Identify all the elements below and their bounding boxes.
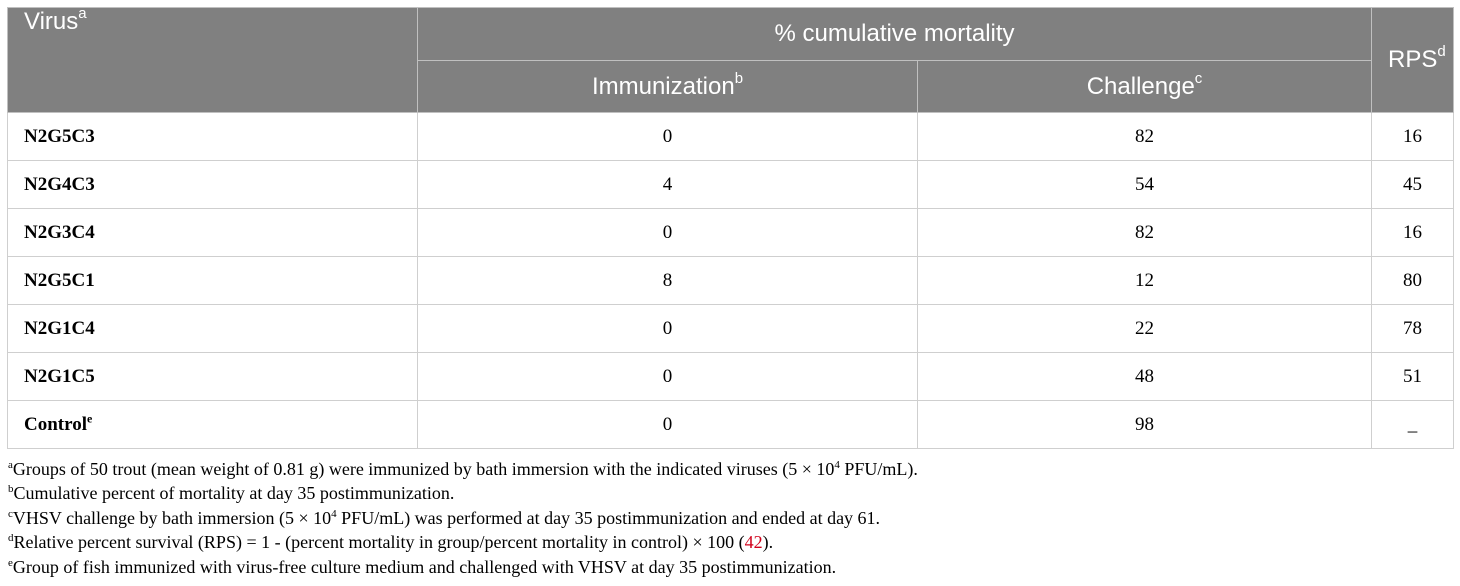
virus-name: N2G5C1 — [24, 269, 95, 291]
footnote-marker: e — [8, 556, 13, 569]
challenge-cell: 22 — [918, 305, 1372, 353]
table-row — [8, 257, 1454, 305]
immunization-cell: 0 — [418, 401, 918, 449]
footnote-marker: b — [8, 483, 14, 496]
footnote-marker: b — [734, 69, 744, 87]
footnote-marker: e — [86, 411, 93, 426]
virus-cell — [8, 257, 418, 305]
footnote-marker: c — [1194, 69, 1203, 87]
exponent: 4 — [331, 507, 337, 520]
virus-cell — [8, 305, 418, 353]
immunization-cell: 0 — [418, 305, 918, 353]
virus-cell — [8, 209, 418, 257]
table-row — [8, 353, 1454, 401]
footnote-marker: d — [8, 532, 14, 545]
table-row — [8, 209, 1454, 257]
footnote-d — [8, 530, 1448, 554]
header-challenge-label: Challenge — [1086, 72, 1195, 100]
reference-link[interactable]: 42 — [744, 532, 763, 553]
rps-cell: 45 — [1372, 161, 1454, 209]
footnote-text: ). — [762, 532, 774, 553]
header-rps — [1372, 8, 1454, 113]
immunization-cell: 4 — [418, 161, 918, 209]
footnote-text: VHSV challenge by bath immersion (5 × 10 — [12, 507, 332, 528]
table-row — [8, 161, 1454, 209]
challenge-cell: 54 — [918, 161, 1372, 209]
immunization-cell: 0 — [418, 113, 918, 161]
virus-name: N2G5C3 — [24, 125, 95, 147]
footnote-e — [8, 555, 1448, 579]
rps-cell: 80 — [1372, 257, 1454, 305]
rps-cell: 78 — [1372, 305, 1454, 353]
mortality-table — [7, 7, 1454, 449]
header-immunization — [418, 61, 918, 113]
table-row — [8, 401, 1454, 449]
virus-cell — [8, 401, 418, 449]
virus-cell — [8, 161, 418, 209]
rps-cell: 51 — [1372, 353, 1454, 401]
footnote-c — [8, 506, 1448, 530]
header-virus — [8, 5, 418, 113]
exponent: 4 — [834, 459, 840, 471]
table-row — [8, 113, 1454, 161]
footnote-text: Cumulative percent of mortality at day 35 postimmunization. — [13, 483, 455, 504]
challenge-cell: 12 — [918, 257, 1372, 305]
footnote-marker: a — [8, 459, 13, 471]
footnote-a — [8, 457, 1448, 481]
virus-name: Control — [24, 413, 87, 435]
header-virus-label: Virus — [24, 8, 79, 35]
footnote-text: PFU/mL) was performed at day 35 postimmunization and ended at day 61. — [336, 507, 881, 528]
header-challenge — [918, 61, 1372, 113]
footnote-text: Relative percent survival (RPS) = 1 - (percent mortality in group/percent mortality in control) × 100 ( — [13, 532, 745, 553]
footnote-text: Group of fish immunized with virus-free culture medium and challenged with VHSV at day 35 postimmunization. — [12, 556, 837, 577]
rps-cell: _ — [1372, 401, 1454, 449]
immunization-cell: 8 — [418, 257, 918, 305]
footnote-text: Groups of 50 trout (mean weight of 0.81 g) were immunized by bath immersion with the indicated viruses (5 × 10 — [12, 459, 835, 479]
virus-name: N2G1C4 — [24, 317, 95, 339]
challenge-cell: 98 — [918, 401, 1372, 449]
immunization-cell: 0 — [418, 353, 918, 401]
virus-name: N2G4C3 — [24, 173, 95, 195]
challenge-cell: 48 — [918, 353, 1372, 401]
header-rps-label: RPS — [1388, 46, 1438, 73]
header-cumulative-mortality: % cumulative mortality — [418, 8, 1372, 61]
virus-name: N2G3C4 — [24, 221, 95, 243]
table-row — [8, 305, 1454, 353]
footnote-marker: c — [8, 507, 13, 520]
footnote-b — [8, 481, 1448, 505]
header-immunization-label: Immunization — [591, 72, 735, 100]
virus-cell — [8, 113, 418, 161]
virus-cell — [8, 353, 418, 401]
footnote-marker: a — [78, 5, 87, 22]
challenge-cell: 82 — [918, 209, 1372, 257]
footnote-text: PFU/mL). — [839, 459, 918, 479]
virus-name: N2G1C5 — [24, 365, 95, 387]
challenge-cell: 82 — [918, 113, 1372, 161]
immunization-cell: 0 — [418, 209, 918, 257]
footnote-marker: d — [1437, 43, 1446, 60]
rps-cell: 16 — [1372, 113, 1454, 161]
table-footnotes — [8, 457, 1448, 579]
rps-cell: 16 — [1372, 209, 1454, 257]
